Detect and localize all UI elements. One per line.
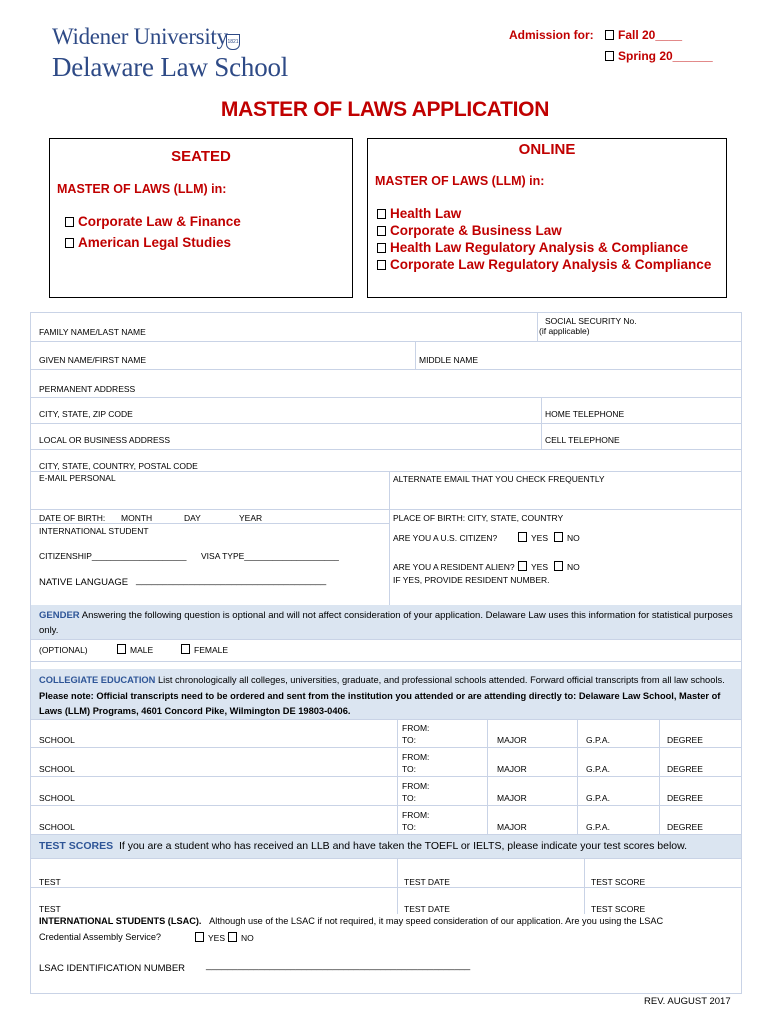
test-score-label[interactable]: TEST SCORE [591, 904, 646, 914]
major-label[interactable]: MAJOR [497, 793, 527, 803]
degree-label[interactable]: DEGREE [667, 822, 703, 832]
program-option[interactable]: Corporate & Business Law [377, 222, 562, 240]
gpa-label[interactable]: G.P.A. [586, 793, 610, 803]
permanent-address-label[interactable]: PERMANENT ADDRESS [39, 384, 136, 394]
lsac-yes[interactable]: YES [195, 932, 225, 943]
lsac-id-label: LSAC IDENTIFICATION NUMBER [39, 963, 186, 974]
to-label[interactable]: TO: [402, 793, 417, 803]
test-date-label[interactable]: TEST DATE [404, 904, 450, 914]
seated-subheading: MASTER OF LAWS (LLM) in: [57, 182, 227, 196]
from-label[interactable]: FROM: [402, 781, 430, 791]
pob-label[interactable]: PLACE OF BIRTH: CITY, STATE, COUNTRY [393, 513, 564, 523]
checkbox-icon[interactable] [377, 243, 386, 253]
home-phone-label[interactable]: HOME TELEPHONE [545, 409, 625, 419]
page-title: MASTER OF LAWS APPLICATION [220, 98, 550, 121]
revision-note: REV. AUGUST 2017 [644, 996, 731, 1007]
alt-email-label[interactable]: ALTERNATE EMAIL THAT YOU CHECK FREQUENTLY [393, 474, 605, 484]
to-label[interactable]: TO: [402, 764, 417, 774]
resident-number-label[interactable]: IF YES, PROVIDE RESIDENT NUMBER. [393, 575, 550, 585]
degree-label[interactable]: DEGREE [667, 793, 703, 803]
dob-label[interactable]: DATE OF BIRTH: [39, 513, 106, 523]
degree-label[interactable]: DEGREE [667, 764, 703, 774]
online-heading: ONLINE [518, 141, 576, 158]
test-label[interactable]: TEST [39, 877, 61, 887]
checkbox-icon[interactable] [195, 932, 204, 942]
checkbox-icon[interactable] [554, 532, 563, 542]
gpa-label[interactable]: G.P.A. [586, 735, 610, 745]
ssn-label: SOCIAL SECURITY No. [545, 316, 637, 326]
major-label[interactable]: MAJOR [497, 735, 527, 745]
fall-option[interactable]: Fall 20____ [605, 28, 682, 42]
school-label[interactable]: SCHOOL [39, 793, 75, 803]
school-label[interactable]: SCHOOL [39, 735, 75, 745]
checkbox-icon[interactable] [554, 561, 563, 571]
resident-alien-label: ARE YOU A RESIDENT ALIEN? [393, 562, 515, 572]
major-label[interactable]: MAJOR [497, 822, 527, 832]
gender-section: GENDER Answering the following question is optional and will not affect consideration of your application. Delaware Law uses this information for statistical purposes only. [39, 610, 733, 636]
application-form [30, 312, 742, 994]
lsac-section: INTERNATIONAL STUDENTS (LSAC). Although use of the LSAC if not required, it may speed consideration of our application. Are you using the LSAC [39, 916, 664, 926]
from-label[interactable]: FROM: [402, 723, 430, 733]
month-label[interactable]: MONTH [121, 513, 153, 523]
from-label[interactable]: FROM: [402, 752, 430, 762]
email-label[interactable]: E-MAIL PERSONAL [39, 473, 116, 483]
major-label[interactable]: MAJOR [497, 764, 527, 774]
local-address-label[interactable]: LOCAL OR BUSINESS ADDRESS [39, 435, 171, 445]
checkbox-icon[interactable] [228, 932, 237, 942]
optional-label: (OPTIONAL) [39, 645, 88, 655]
logo-line-1: Widener University [52, 24, 228, 49]
checkbox-icon[interactable] [518, 532, 527, 542]
gpa-label[interactable]: G.P.A. [586, 764, 610, 774]
online-box [367, 138, 727, 298]
visa-type-field[interactable]: VISA TYPE____________________ [201, 551, 339, 561]
test-label[interactable]: TEST [39, 904, 61, 914]
online-subheading: MASTER OF LAWS (LLM) in: [375, 174, 545, 188]
male-option[interactable]: MALE [117, 644, 153, 655]
lsac-id-field[interactable]: __________________________________________________ [206, 960, 471, 971]
citizenship-field[interactable]: CITIZENSHIP____________________ [39, 551, 187, 561]
family-name-label[interactable]: FAMILY NAME/LAST NAME [39, 327, 146, 337]
gpa-label[interactable]: G.P.A. [586, 822, 610, 832]
city-state-zip-label[interactable]: CITY, STATE, ZIP CODE [39, 409, 133, 419]
female-option[interactable]: FEMALE [181, 644, 228, 655]
checkbox-icon[interactable] [518, 561, 527, 571]
program-option[interactable]: Health Law Regulatory Analysis & Compliance [377, 239, 688, 257]
checkbox-icon[interactable] [181, 644, 190, 654]
from-label[interactable]: FROM: [402, 810, 430, 820]
checkbox-icon[interactable] [605, 51, 614, 61]
checkbox-icon[interactable] [377, 209, 386, 219]
intl-student-label: INTERNATIONAL STUDENT [39, 526, 149, 536]
program-option[interactable]: Corporate Law Regulatory Analysis & Compliance [377, 256, 711, 274]
test-date-label[interactable]: TEST DATE [404, 877, 450, 887]
city-country-label[interactable]: CITY, STATE, COUNTRY, POSTAL CODE [39, 461, 198, 471]
to-label[interactable]: TO: [402, 735, 417, 745]
degree-label[interactable]: DEGREE [667, 735, 703, 745]
checkbox-icon[interactable] [117, 644, 126, 654]
admission-label: Admission for: [509, 28, 594, 42]
program-option[interactable]: Health Law [377, 205, 461, 223]
school-label[interactable]: SCHOOL [39, 764, 75, 774]
school-label[interactable]: SCHOOL [39, 822, 75, 832]
tests-section: TEST SCORES If you are a student who has received an LLB and have taken the TOEFL or IELTS, please indicate your test scores below. [39, 840, 688, 852]
resident-alien-no[interactable]: NO [554, 561, 580, 572]
us-citizen-yes[interactable]: YES [518, 532, 548, 543]
given-name-label[interactable]: GIVEN NAME/FIRST NAME [39, 355, 147, 365]
cell-phone-label[interactable]: CELL TELEPHONE [545, 435, 620, 445]
us-citizen-label: ARE YOU A U.S. CITIZEN? [393, 533, 498, 543]
program-option[interactable]: Corporate Law & Finance [65, 213, 241, 231]
checkbox-icon[interactable] [65, 217, 74, 227]
checkbox-icon[interactable] [377, 260, 386, 270]
education-section: COLLEGIATE EDUCATION List chronologically all colleges, universities, graduate, and professional schools attended. Forward official transcripts from all law schools. Please note: Official transcripts need to be ordered and sent from the institution you attended or are attending directly to: Delaware Law School, Master of Laws (LLM) Programs, 4601 Concord Pike, Wilmington DE 19803-0406. [39, 675, 725, 716]
us-citizen-no[interactable]: NO [554, 532, 580, 543]
shield-icon: 1821 [226, 34, 240, 50]
native-language-field[interactable]: ____________________________________ [136, 575, 327, 586]
test-score-label[interactable]: TEST SCORE [591, 877, 646, 887]
to-label[interactable]: TO: [402, 822, 417, 832]
checkbox-icon[interactable] [605, 30, 614, 40]
resident-alien-yes[interactable]: YES [518, 561, 548, 572]
checkbox-icon[interactable] [377, 226, 386, 236]
logo-line-2: Delaware Law School [52, 52, 289, 82]
spring-option[interactable]: Spring 20______ [605, 49, 713, 63]
year-label[interactable]: YEAR [239, 513, 263, 523]
lsac-question: Credential Assembly Service? [39, 932, 162, 942]
seated-box [49, 138, 353, 298]
lsac-no[interactable]: NO [228, 932, 254, 943]
middle-name-label[interactable]: MIDDLE NAME [419, 355, 479, 365]
program-option[interactable]: American Legal Studies [65, 234, 231, 252]
ssn-note: (if applicable) [539, 326, 590, 336]
day-label[interactable]: DAY [184, 513, 201, 523]
checkbox-icon[interactable] [65, 238, 74, 248]
native-language-label: NATIVE LANGUAGE [39, 577, 129, 588]
seated-heading: SEATED [171, 148, 231, 165]
